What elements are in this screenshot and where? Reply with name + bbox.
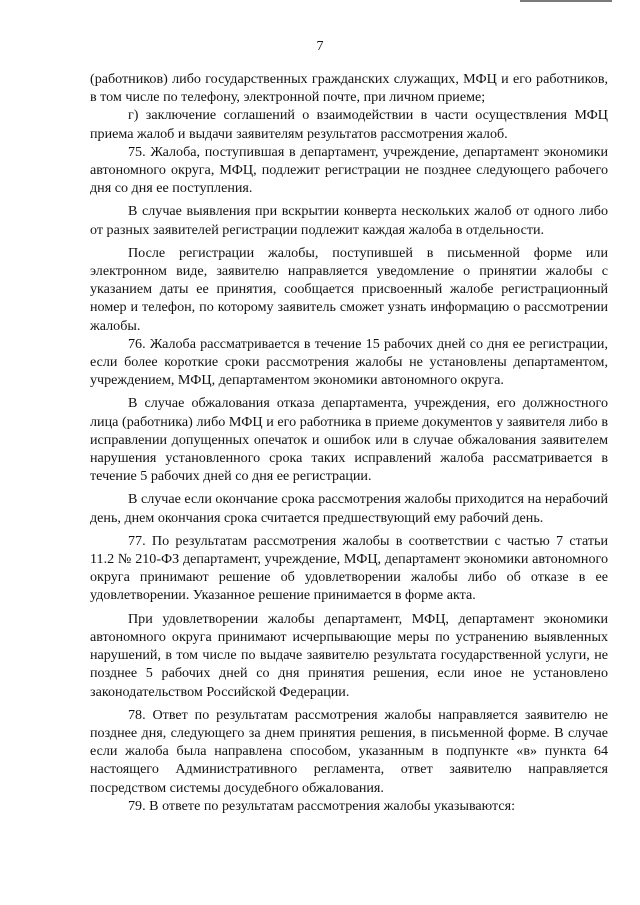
scan-edge-mark (520, 0, 612, 2)
paragraph-item-g: г) заключение соглашений о взаимодействии в части осуществления МФЦ приема жалоб и выдачи заявителям результатов рассмотрения жалоб. (90, 107, 608, 142)
paragraph-79: 79. В ответе по результатам рассмотрения жалобы указываются: (128, 797, 516, 814)
paragraph-78: 78. Ответ по результатам рассмотрения жалобы направляется заявителю не позднее дня, следующего за днем принятия решения, в письменной форме. В случае если жалоба была направлена способом, указанным в подпункте «в» пункта 64 настоящего Административного регламента, ответ заявителю направляется посредством системы досудебного обжалования. (90, 706, 608, 796)
document-body (90, 70, 608, 815)
paragraph-satisfaction: При удовлетворении жалобы департамент, МФЦ, департамент экономики автономного округа принимают исчерпывающие меры по устранению выявленных нарушений, в том числе по выдаче заявителю результата государственной услуги, не позднее 5 рабочих дней со дня принятия решения, если иное не установлено законодательством Российской Федерации. (90, 610, 608, 700)
paragraph-non-working-day: В случае если окончание срока рассмотрения жалобы приходится на нерабочий день, днем окончания срока считается предшествующий ему рабочий день. (90, 491, 608, 526)
paragraph-75: 75. Жалоба, поступившая в департамент, учреждение, департамент экономики автономного округа, МФЦ, подлежит регистрации не позднее следующего рабочего дня со дня ее поступления. (90, 143, 608, 197)
paragraph-77: 77. По результатам рассмотрения жалобы в соответствии с частью 7 статьи 11.2 № 210-ФЗ департамент, учреждение, МФЦ, департамент экономики автономного округа принимают решение об удовлетворении жалобы либо об отказе в ее удовлетворении. Указанное решение принимается в форме акта. (90, 532, 608, 604)
page-number: 7 (316, 39, 324, 54)
paragraph-continuation: (работников) либо государственных гражданских служащих, МФЦ и его работников, в том числе по телефону, электронной почте, при личном приеме; (90, 71, 608, 106)
paragraph-multiple-complaints: В случае выявления при вскрытии конверта нескольких жалоб от одного либо от разных заявителей регистрации подлежит каждая жалоба в отдельности. (90, 203, 608, 238)
paragraph-registration-notice: После регистрации жалобы, поступившей в письменной форме или электронном виде, заявителю направляется уведомление о принятии жалобы с указанием даты ее принятия, сообщается присвоенный жалобе регистрационный номер и телефон, по которому заявитель сможет узнать информацию о рассмотрении жалобы. (90, 244, 608, 334)
paragraph-refusal-appeal: В случае обжалования отказа департамента, учреждения, его должностного лица (работника) либо МФЦ и его работника в приеме документов у заявителя либо в исправлении допущенных опечаток и ошибок или в случае обжалования заявителем нарушения установленного срока таких исправлений жалоба рассматривается в течение 5 рабочих дней со дня ее регистрации. (90, 395, 608, 485)
paragraph-76: 76. Жалоба рассматривается в течение 15 рабочих дней со дня ее регистрации, если более короткие сроки рассмотрения жалобы не установлены департаментом, учреждением, МФЦ, департаментом экономики автономного округа. (90, 335, 608, 389)
